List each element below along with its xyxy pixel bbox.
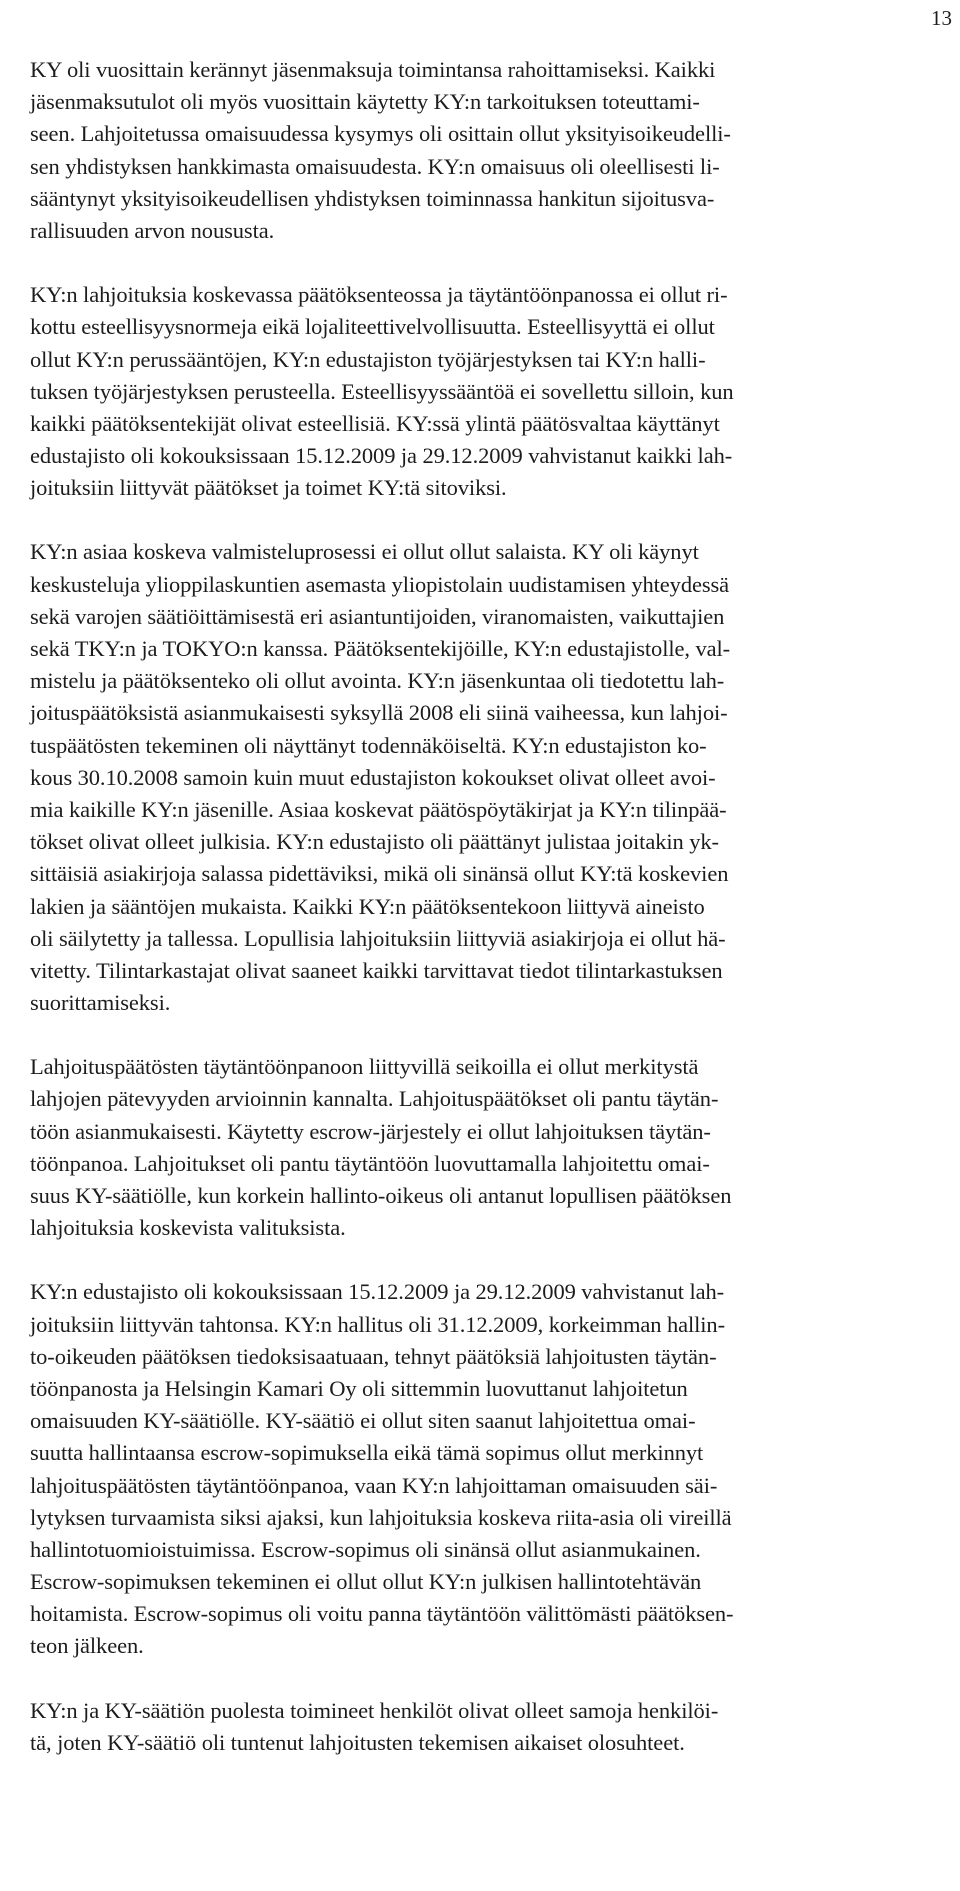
text-line: hallintotuomioistuimissa. Escrow-sopimus oli sinänsä ollut asianmukainen. <box>30 1536 701 1562</box>
text-line: oli säilytetty ja tallessa. Lopullisia lahjoituksiin liittyviä asiakirjoja ei ollut hä- <box>30 925 726 951</box>
text-line: sekä varojen säätiöittämisestä eri asiantuntijoiden, viranomaisten, vaikuttajien <box>30 603 725 629</box>
text-line: suutta hallintaansa escrow-sopimuksella eikä tämä sopimus ollut merkinnyt <box>30 1440 704 1466</box>
paragraph-4 <box>30 1051 930 1244</box>
text-line: lytyksen turvaamista siksi ajaksi, kun lahjoituksia koskeva riita-asia oli vireillä <box>30 1504 732 1530</box>
text-line: teon jälkeen. <box>30 1633 144 1659</box>
text-line: kottu esteellisyysnormeja eikä lojaliteettivelvollisuutta. Esteellisyyttä ei ollut <box>30 314 715 340</box>
text-line: mistelu ja päätöksenteko oli ollut avointa. KY:n jäsenkuntaa oli tiedotettu lah- <box>30 668 725 694</box>
text-line: sittäisiä asiakirjoja salassa pidettäviksi, mikä oli sinänsä ollut KY:tä koskevien <box>30 861 729 887</box>
text-line: to-oikeuden päätöksen tiedoksisaatuaan, tehnyt päätöksiä lahjoitusten täytän- <box>30 1343 717 1369</box>
paragraph-3 <box>30 536 930 1019</box>
text-line: ollut KY:n perussääntöjen, KY:n edustajiston työjärjestyksen tai KY:n halli- <box>30 346 706 372</box>
text-line: tuspäätösten tekeminen oli näyttänyt todennäköiseltä. KY:n edustajiston ko- <box>30 732 707 758</box>
text-line: omaisuuden KY-säätiölle. KY-säätiö ei ollut siten saanut lahjoitettua omai- <box>30 1408 696 1434</box>
text-line: töön asianmukaisesti. Käytetty escrow-järjestely ei ollut lahjoituksen täytän- <box>30 1118 711 1144</box>
paragraph-5 <box>30 1276 930 1662</box>
text-line: kous 30.10.2008 samoin kuin muut edustajiston kokoukset olivat olleet avoi- <box>30 764 716 790</box>
text-line: lahjoituksia koskevista valituksista. <box>30 1215 346 1241</box>
text-line: jäsenmaksutulot oli myös vuosittain käytetty KY:n tarkoituksen toteuttami- <box>30 89 700 115</box>
text-line: sen yhdistyksen hankkimasta omaisuudesta. KY:n omaisuus oli oleellisesti li- <box>30 153 720 179</box>
text-line: Lahjoituspäätösten täytäntöönpanoon liittyvillä seikoilla ei ollut merkitystä <box>30 1054 699 1080</box>
text-line: seen. Lahjoitetussa omaisuudessa kysymys oli osittain ollut yksityisoikeudelli- <box>30 121 731 147</box>
text-line: sekä TKY:n ja TOKYO:n kanssa. Päätöksentekijöille, KY:n edustajistolle, val- <box>30 636 731 661</box>
text-line: töönpanoa. Lahjoitukset oli pantu täytäntöön luovuttamalla lahjoitettu omai- <box>30 1150 710 1176</box>
text-line: KY:n ja KY-säätiön puolesta toimineet henkilöt olivat olleet samoja henkilöi- <box>30 1697 719 1723</box>
page-number: 13 <box>931 6 952 30</box>
text-line: keskusteluja ylioppilaskuntien asemasta yliopistolain uudistamisen yhteydessä <box>30 571 730 597</box>
text-line: KY:n asiaa koskeva valmisteluprosessi ei ollut ollut salaista. KY oli käynyt <box>30 539 699 565</box>
paragraph-2 <box>30 279 930 504</box>
text-line: joituksiin liittyvät päätökset ja toimet KY:tä sitoviksi. <box>30 475 507 501</box>
text-line: lakien ja sääntöjen mukaista. Kaikki KY:n päätöksentekoon liittyvä aineisto <box>30 893 705 919</box>
text-line: rallisuuden arvon noususta. <box>30 217 275 243</box>
text-line: edustajisto oli kokouksissaan 15.12.2009 ja 29.12.2009 vahvistanut kaikki lah- <box>30 443 733 469</box>
text-line: lahjoituspäätösten täytäntöönpanoa, vaan KY:n lahjoittaman omaisuuden säi- <box>30 1472 718 1498</box>
text-line: hoitamista. Escrow-sopimus oli voitu panna täytäntöön välittömästi päätöksen- <box>30 1601 734 1627</box>
text-line: KY:n lahjoituksia koskevassa päätöksenteossa ja täytäntöönpanossa ei ollut ri- <box>30 282 728 308</box>
text-line: KY:n edustajisto oli kokouksissaan 15.12.2009 ja 29.12.2009 vahvistanut lah- <box>30 1279 725 1305</box>
text-line: sääntynyt yksityisoikeudellisen yhdistyksen toiminnassa hankitun sijoitusva- <box>30 185 715 211</box>
text-line: mia kaikille KY:n jäsenille. Asiaa koskevat päätöspöytäkirjat ja KY:n tilinpää- <box>30 796 727 822</box>
text-line: suorittamiseksi. <box>30 990 171 1016</box>
text-line: lahjojen pätevyyden arvioinnin kannalta. Lahjoituspäätökset oli pantu täytän- <box>30 1086 719 1112</box>
text-line: joituksiin liittyvän tahtonsa. KY:n hallitus oli 31.12.2009, korkeimman hallin- <box>30 1311 725 1337</box>
paragraph-6 <box>30 1695 930 1759</box>
text-line: tä, joten KY-säätiö oli tuntenut lahjoitusten tekemisen aikaiset olosuhteet. <box>30 1729 685 1755</box>
text-line: tuksen työjärjestyksen perusteella. Esteellisyyssääntöä ei sovellettu silloin, kun <box>30 378 734 404</box>
text-line: KY oli vuosittain kerännyt jäsenmaksuja toimintansa rahoittamiseksi. Kaikki <box>30 57 716 82</box>
text-line: joituspäätöksistä asianmukaisesti syksyllä 2008 eli siinä vaiheessa, kun lahjoi- <box>30 700 728 726</box>
document-body <box>30 54 930 1791</box>
paragraph-1 <box>30 54 930 247</box>
text-line: töönpanosta ja Helsingin Kamari Oy oli sittemmin luovuttanut lahjoitetun <box>30 1375 688 1401</box>
text-line: kaikki päätöksentekijät olivat esteellisiä. KY:ssä ylintä päätösvaltaa käyttänyt <box>30 410 720 436</box>
text-line: Escrow-sopimuksen tekeminen ei ollut ollut KY:n julkisen hallintotehtävän <box>30 1569 702 1595</box>
text-line: vitetty. Tilintarkastajat olivat saaneet kaikki tarvittavat tiedot tilintarkastuksen <box>30 957 723 983</box>
text-line: suus KY-säätiölle, kun korkein hallinto-oikeus oli antanut lopullisen päätöksen <box>30 1183 732 1208</box>
text-line: tökset olivat olleet julkisia. KY:n edustajisto oli päättänyt julistaa joitakin yk- <box>30 829 719 855</box>
